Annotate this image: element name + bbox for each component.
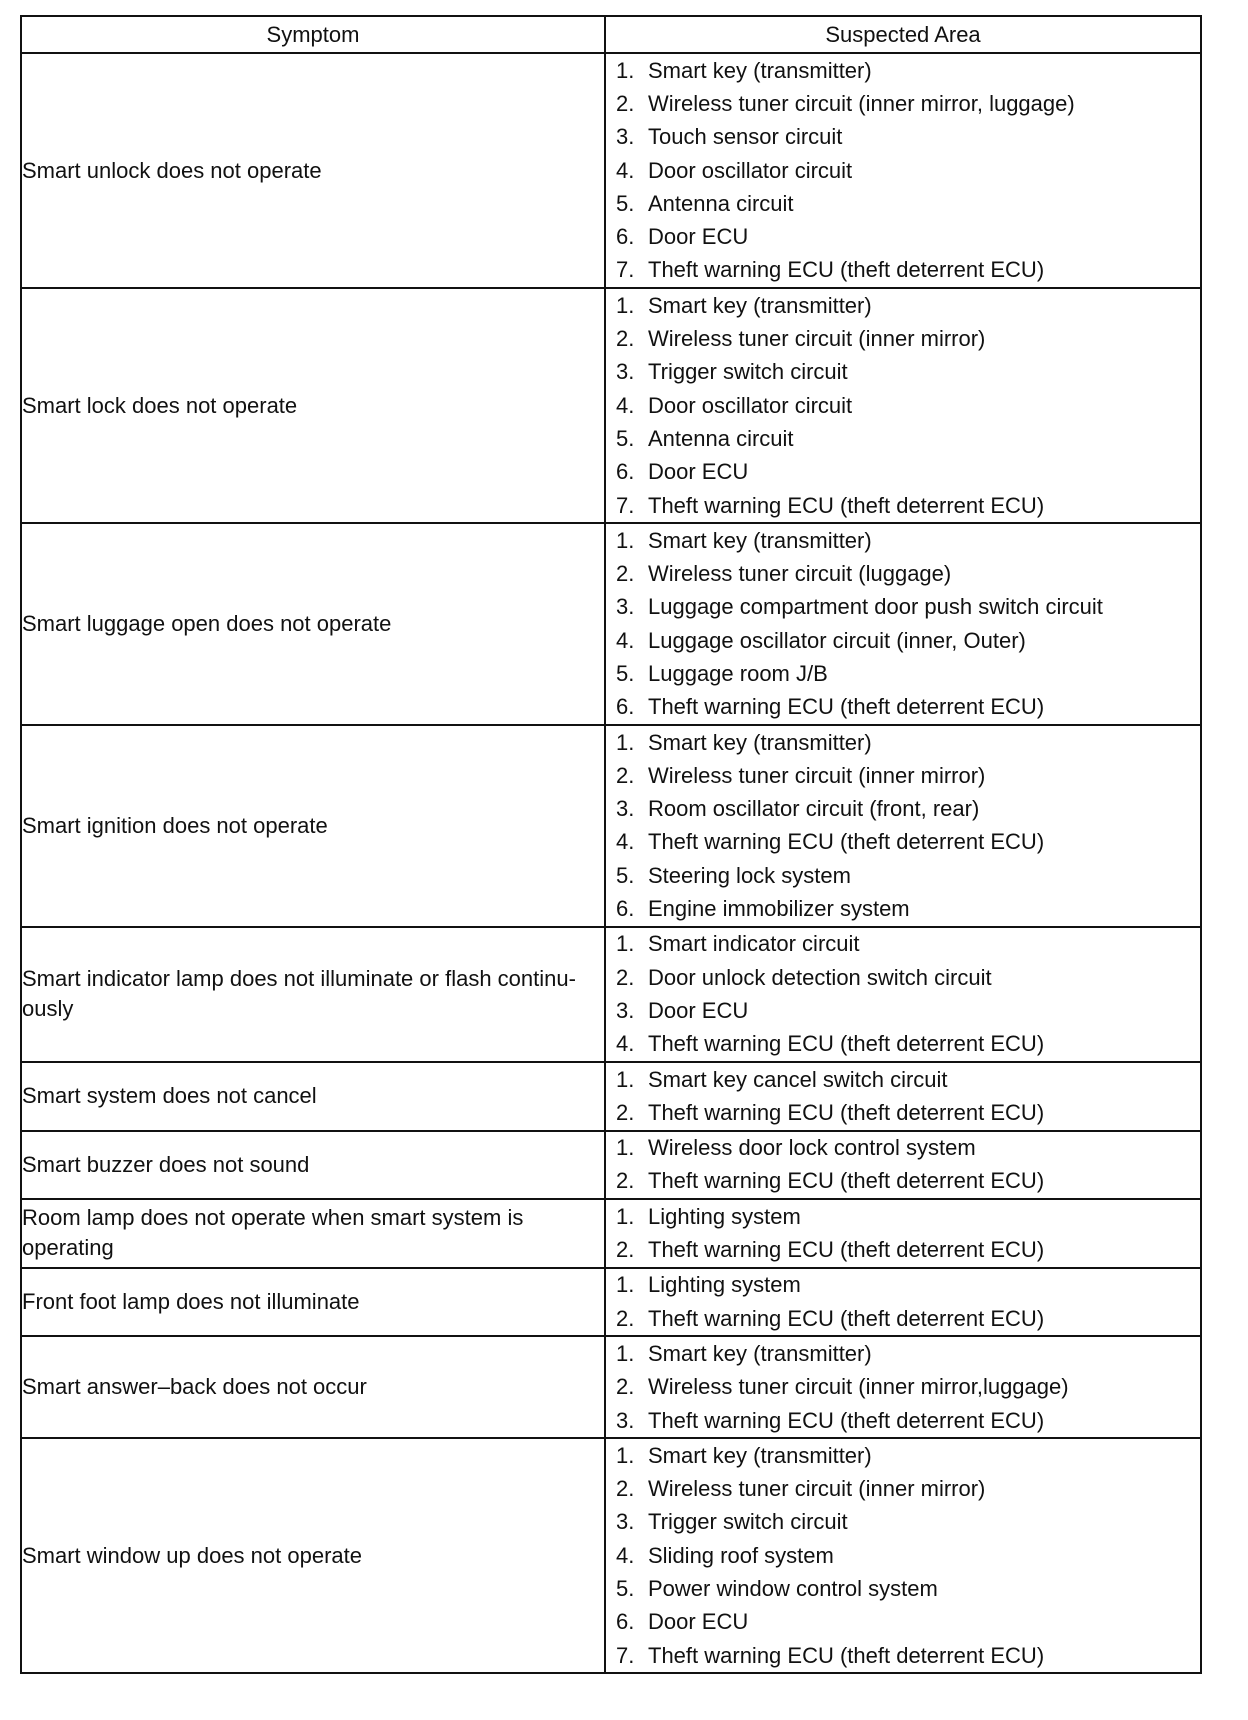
item-text: Smart key (transmitter) [648, 57, 872, 83]
list-item [606, 1472, 1200, 1505]
suspected-area-cell [605, 1199, 1201, 1268]
item-number: 2. [616, 1476, 635, 1502]
item-number: 1. [616, 1442, 635, 1468]
table-row [21, 523, 1201, 725]
list-item [606, 422, 1200, 455]
list-item [606, 1028, 1200, 1061]
suspected-area-cell [605, 927, 1201, 1062]
table-header-row [21, 16, 1201, 53]
symptom-cell: Smart unlock does not operate [21, 53, 605, 288]
list-item [606, 54, 1200, 87]
item-number: 4. [616, 392, 635, 418]
list-item [606, 1404, 1200, 1437]
item-number: 5. [616, 1576, 635, 1601]
item-text: Theft warning ECU (theft deterrent ECU) [648, 492, 1045, 518]
item-number: 3. [616, 359, 635, 385]
item-text: Lighting system [648, 1203, 801, 1229]
list-item [606, 928, 1200, 961]
item-text: Antenna circuit [648, 190, 794, 216]
item-text: Wireless tuner circuit (inner mirror) [648, 1476, 986, 1502]
item-text: Theft warning ECU (theft deterrent ECU) [648, 257, 1045, 283]
item-number: 2. [616, 1374, 635, 1400]
suspected-area-cell [605, 725, 1201, 927]
suspected-area-cell [605, 1131, 1201, 1200]
item-number: 3. [616, 997, 635, 1023]
list-item [606, 289, 1200, 322]
item-number: 2. [616, 326, 635, 352]
list-item [606, 726, 1200, 759]
item-text: Antenna circuit [648, 425, 794, 451]
list-item [606, 1165, 1200, 1198]
item-text: Trigger switch circuit [648, 1509, 848, 1535]
list-item [606, 691, 1200, 724]
list-item [606, 1063, 1200, 1096]
list-item [606, 389, 1200, 422]
item-text: Theft warning ECU (theft deterrent ECU) [648, 1099, 1045, 1125]
item-text: Wireless tuner circuit (inner mirror,luggage) [648, 1374, 1069, 1400]
suspected-area-cell [605, 1438, 1201, 1673]
item-text: Luggage room J/B [648, 660, 828, 686]
item-text: Luggage compartment door push switch circuit [648, 594, 1103, 620]
item-number: 5. [616, 660, 635, 686]
item-text: Smart indicator circuit [648, 931, 860, 957]
suspected-area-cell [605, 1062, 1201, 1131]
list-item [606, 591, 1200, 624]
item-number: 6. [616, 896, 635, 922]
list-item [606, 1639, 1200, 1672]
list-item [606, 624, 1200, 657]
symptom-cell: Smart system does not cancel [21, 1062, 605, 1131]
item-number: 4. [616, 1542, 635, 1568]
item-number: 4. [616, 1031, 635, 1057]
item-text: Door ECU [648, 1609, 749, 1635]
suspected-area-cell [605, 1336, 1201, 1438]
table-row [21, 1199, 1201, 1268]
list-item [606, 254, 1200, 287]
symptom-cell: Smart answer–back does not occur [21, 1336, 605, 1438]
symptom-cell: Smart ignition does not operate [21, 725, 605, 927]
table-row [21, 725, 1201, 927]
list-item [606, 1096, 1200, 1129]
list-item [606, 994, 1200, 1027]
item-text: Smart key (transmitter) [648, 527, 872, 553]
item-text: Sliding roof system [648, 1542, 834, 1568]
list-item [606, 1337, 1200, 1370]
list-item [606, 1302, 1200, 1335]
list-item [606, 1371, 1200, 1404]
item-text: Theft warning ECU (theft deterrent ECU) [648, 1168, 1045, 1194]
list-item [606, 557, 1200, 590]
list-item [606, 759, 1200, 792]
symptom-cell: Smart luggage open does not operate [21, 523, 605, 725]
item-number: 7. [616, 492, 635, 518]
list-item [606, 1572, 1200, 1605]
suspected-area-column-header: Suspected Area [605, 16, 1201, 53]
symptom-cell: Smart buzzer does not sound [21, 1131, 605, 1200]
item-text: Door oscillator circuit [648, 392, 853, 418]
item-text: Wireless tuner circuit (luggage) [648, 561, 952, 587]
diagnosis-table [20, 15, 1202, 1674]
item-text: Door ECU [648, 997, 749, 1023]
list-item [606, 1439, 1200, 1472]
item-text: Wireless tuner circuit (inner mirror) [648, 326, 986, 352]
list-item [606, 826, 1200, 859]
item-number: 6. [616, 694, 635, 720]
item-number: 1. [616, 729, 635, 755]
suspected-area-cell [605, 288, 1201, 523]
suspected-area-cell [605, 1268, 1201, 1337]
item-number: 2. [616, 964, 635, 990]
list-item [606, 524, 1200, 557]
item-number: 3. [616, 1509, 635, 1535]
item-number: 1. [616, 57, 635, 83]
list-item [606, 1539, 1200, 1572]
list-item [606, 1269, 1200, 1302]
item-text: Lighting system [648, 1272, 801, 1298]
list-item [606, 657, 1200, 690]
item-number: 2. [616, 561, 635, 587]
item-number: 3. [616, 124, 635, 150]
item-text: Theft warning ECU (theft deterrent ECU) [648, 1237, 1045, 1263]
list-item [606, 356, 1200, 389]
item-text: Power window control system [648, 1576, 938, 1601]
item-number: 1. [616, 1340, 635, 1366]
item-number: 7. [616, 257, 635, 283]
item-text: Trigger switch circuit [648, 359, 848, 385]
item-number: 1. [616, 527, 635, 553]
item-number: 3. [616, 594, 635, 620]
list-item [606, 154, 1200, 187]
item-text: Theft warning ECU (theft deterrent ECU) [648, 694, 1045, 720]
item-text: Luggage oscillator circuit (inner, Outer) [648, 627, 1026, 653]
item-text: Room oscillator circuit (front, rear) [648, 796, 980, 822]
list-item [606, 892, 1200, 925]
symptom-cell: Room lamp does not operate when smart system is operating [21, 1199, 605, 1268]
item-number: 4. [616, 829, 635, 855]
list-item [606, 1233, 1200, 1266]
item-number: 4. [616, 157, 635, 183]
table-row [21, 1438, 1201, 1673]
item-number: 6. [616, 224, 635, 250]
item-text: Smart key (transmitter) [648, 729, 872, 755]
table-row [21, 927, 1201, 1062]
list-item [606, 87, 1200, 120]
item-number: 5. [616, 862, 635, 888]
item-number: 2. [616, 1305, 635, 1331]
item-text: Theft warning ECU (theft deterrent ECU) [648, 829, 1045, 855]
list-item [606, 121, 1200, 154]
item-text: Wireless tuner circuit (inner mirror) [648, 762, 986, 788]
item-number: 2. [616, 1168, 635, 1194]
table-row [21, 1131, 1201, 1200]
item-number: 1. [616, 931, 635, 957]
item-number: 3. [616, 796, 635, 822]
item-text: Theft warning ECU (theft deterrent ECU) [648, 1642, 1045, 1668]
list-item [606, 1200, 1200, 1233]
table-row [21, 288, 1201, 523]
list-item [606, 322, 1200, 355]
item-number: 5. [616, 190, 635, 216]
table-row [21, 1268, 1201, 1337]
item-number: 6. [616, 1609, 635, 1635]
item-text: Wireless door lock control system [648, 1135, 976, 1161]
item-number: 2. [616, 1237, 635, 1263]
item-text: Steering lock system [648, 862, 851, 888]
item-number: 1. [616, 1135, 635, 1161]
item-number: 4. [616, 627, 635, 653]
item-number: 1. [616, 1203, 635, 1229]
item-number: 1. [616, 292, 635, 318]
item-number: 7. [616, 1642, 635, 1668]
list-item [606, 1606, 1200, 1639]
table-row [21, 1336, 1201, 1438]
item-text: Theft warning ECU (theft deterrent ECU) [648, 1031, 1045, 1057]
item-text: Door ECU [648, 459, 749, 485]
item-text: Wireless tuner circuit (inner mirror, luggage) [648, 90, 1075, 116]
suspected-area-cell [605, 523, 1201, 725]
item-text: Smart key cancel switch circuit [648, 1066, 948, 1092]
item-text: Smart key (transmitter) [648, 1442, 872, 1468]
item-text: Theft warning ECU (theft deterrent ECU) [648, 1407, 1045, 1433]
symptom-cell: Front foot lamp does not illuminate [21, 1268, 605, 1337]
item-number: 3. [616, 1407, 635, 1433]
list-item [606, 489, 1200, 522]
table-row [21, 53, 1201, 288]
item-text: Door ECU [648, 224, 749, 250]
item-text: Smart key (transmitter) [648, 1340, 872, 1366]
item-text: Touch sensor circuit [648, 124, 843, 150]
list-item [606, 793, 1200, 826]
item-number: 6. [616, 459, 635, 485]
item-number: 1. [616, 1272, 635, 1298]
item-number: 1. [616, 1066, 635, 1092]
list-item [606, 961, 1200, 994]
table-row [21, 1062, 1201, 1131]
list-item [606, 1506, 1200, 1539]
item-text: Door unlock detection switch circuit [648, 964, 992, 990]
item-number: 2. [616, 1099, 635, 1125]
suspected-area-cell [605, 53, 1201, 288]
item-number: 5. [616, 425, 635, 451]
list-item [606, 187, 1200, 220]
item-text: Smart key (transmitter) [648, 292, 872, 318]
table-body [21, 53, 1201, 1673]
list-item [606, 859, 1200, 892]
item-text: Theft warning ECU (theft deterrent ECU) [648, 1305, 1045, 1331]
symptom-cell: Smart lock does not operate [21, 288, 605, 523]
item-text: Door oscillator circuit [648, 157, 853, 183]
item-number: 2. [616, 90, 635, 116]
list-item [606, 220, 1200, 253]
item-number: 2. [616, 762, 635, 788]
symptom-cell: Smart indicator lamp does not illuminate or flash continu-ously [21, 927, 605, 1062]
symptom-column-header: Symptom [21, 16, 605, 53]
symptom-cell: Smart window up does not operate [21, 1438, 605, 1673]
list-item [606, 456, 1200, 489]
item-text: Engine immobilizer system [648, 896, 910, 922]
list-item [606, 1132, 1200, 1165]
